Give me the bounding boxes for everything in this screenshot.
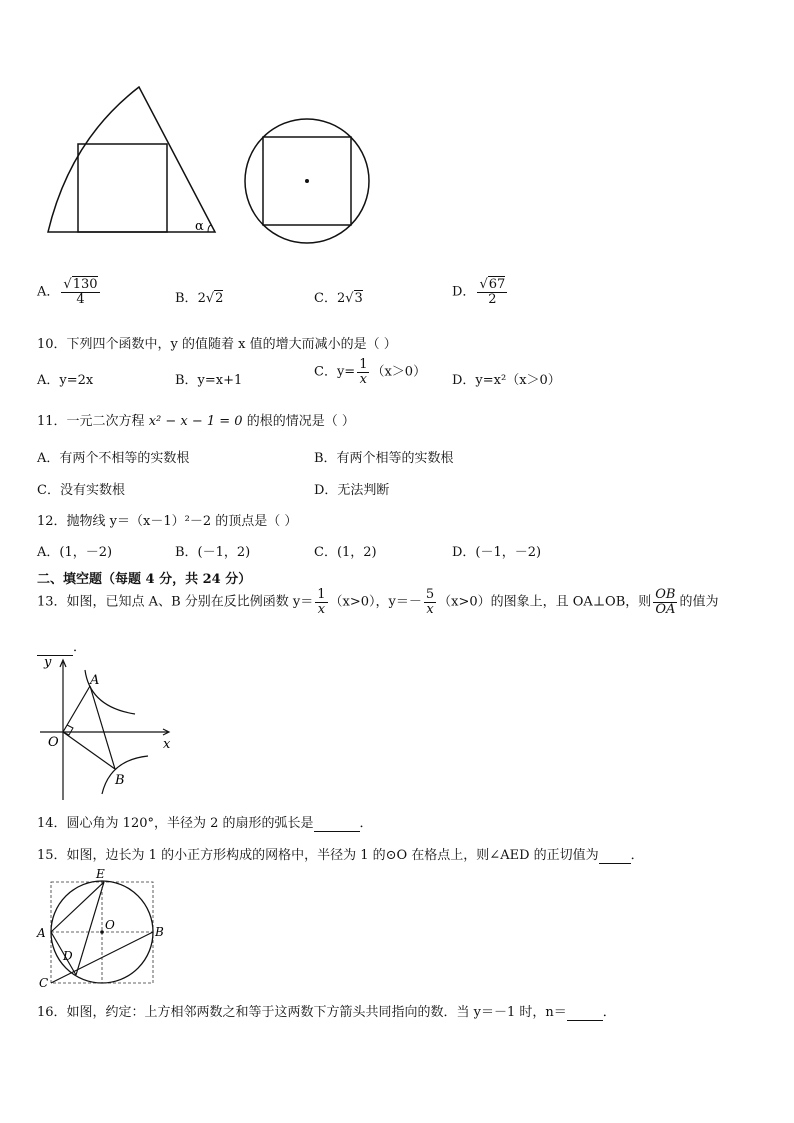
q16-stem bbox=[37, 1001, 616, 1021]
fraction-denominator: x bbox=[317, 601, 326, 617]
option-text: （x＞0） bbox=[371, 364, 427, 380]
equation: x² − x − 1 = 0 bbox=[148, 414, 243, 429]
fraction-denominator: 4 bbox=[76, 291, 85, 307]
label-b: B bbox=[115, 773, 125, 788]
q13-figure bbox=[30, 652, 180, 802]
q9-option-d bbox=[452, 278, 509, 306]
q12-option-c: C．(1，2) bbox=[314, 545, 377, 560]
fraction: $\frac{√130}{4}$ bbox=[63, 277, 98, 307]
q11-option-a: A．有两个不相等的实数根 bbox=[37, 451, 190, 466]
sector-shape bbox=[48, 87, 215, 232]
stem-text: 的根的情况是（ ） bbox=[246, 414, 355, 429]
fraction-numerator: 5 bbox=[425, 587, 435, 602]
radicand: 2 bbox=[215, 291, 224, 306]
circle-center-dot bbox=[305, 179, 309, 183]
stem-text: （x>0），y＝－ bbox=[329, 594, 422, 610]
label-a: A bbox=[90, 673, 100, 688]
q9-option-a bbox=[37, 278, 102, 306]
fraction-numerator: 1 bbox=[317, 587, 326, 602]
stem-text: 13．如图，已知点 A、B 分别在反比例函数 y＝ bbox=[37, 594, 314, 610]
curve-b bbox=[102, 756, 148, 794]
q15-stem bbox=[37, 844, 644, 864]
fraction bbox=[653, 588, 677, 616]
q13-stem bbox=[37, 588, 719, 616]
q10-option-a: A．y=2x bbox=[37, 373, 94, 388]
q15-figure bbox=[34, 866, 174, 992]
q9-option-b: B．2√2 bbox=[175, 291, 224, 306]
stem-text: ． bbox=[602, 1005, 616, 1020]
option-letter: A． bbox=[37, 284, 60, 300]
option-letter: C． bbox=[314, 291, 337, 306]
label-x: x bbox=[163, 737, 171, 752]
option-letter: B． bbox=[175, 291, 198, 306]
fraction-numerator: 130 bbox=[72, 277, 98, 292]
fraction-denominator: 2 bbox=[488, 291, 497, 307]
answer-blank bbox=[314, 816, 360, 832]
q12-option-d: D．(－1，－2) bbox=[452, 545, 542, 560]
option-text: C．y= bbox=[314, 364, 356, 380]
segment-ab bbox=[90, 686, 115, 769]
label-e: E bbox=[96, 867, 105, 881]
answer-blank bbox=[567, 1005, 603, 1021]
option-letter: D． bbox=[452, 284, 476, 300]
label-a: A bbox=[37, 926, 46, 940]
q10-option-d: D．y=x²（x＞0） bbox=[452, 373, 561, 388]
q12-option-b: B．(－1，2) bbox=[175, 545, 251, 560]
coefficient: 2 bbox=[336, 291, 346, 306]
segment-ob bbox=[63, 732, 115, 769]
fraction-numerator: 67 bbox=[488, 277, 506, 292]
answer-blank bbox=[599, 848, 631, 864]
fraction-denominator: x bbox=[359, 371, 367, 387]
fraction bbox=[357, 358, 369, 386]
label-y: y bbox=[44, 655, 52, 670]
fraction-denominator: x bbox=[426, 601, 434, 617]
stem-text: ． bbox=[630, 848, 644, 863]
stem-text: 11．一元二次方程 bbox=[37, 414, 145, 429]
q11-option-d: D．无法判断 bbox=[314, 483, 390, 498]
q9-figure bbox=[30, 80, 390, 250]
label-c: C bbox=[39, 976, 49, 990]
q14-stem bbox=[37, 812, 373, 832]
coefficient: 2 bbox=[197, 291, 206, 306]
center-dot bbox=[100, 930, 104, 934]
fraction bbox=[424, 588, 436, 616]
stem-text: ． bbox=[359, 816, 373, 831]
q11-stem bbox=[37, 410, 355, 429]
label-b: B bbox=[155, 925, 164, 939]
stem-text: ． bbox=[73, 640, 87, 655]
stem-text: 14．圆心角为 120°，半径为 2 的扇形的弧长是 bbox=[37, 816, 314, 831]
angle-mark bbox=[208, 225, 211, 232]
label-d: D bbox=[63, 949, 73, 963]
stem-text: 的值为 bbox=[679, 594, 719, 610]
stem-text: 15．如图，边长为 1 的小正方形构成的网格中，半径为 1 的⊙O 在格点上，则∠AED 的正切值为 bbox=[37, 848, 599, 863]
label-o: O bbox=[105, 918, 115, 932]
label-o: O bbox=[48, 735, 59, 750]
fraction bbox=[315, 588, 327, 616]
q9-option-c: C．2√3 bbox=[314, 291, 363, 306]
fraction: $\frac{√67}{2}$ bbox=[479, 277, 506, 307]
q11-option-b: B．有两个相等的实数根 bbox=[314, 451, 454, 466]
fraction-denominator: OA bbox=[655, 601, 676, 617]
q12-stem: 12．抛物线 y＝（x－1）²－2 的顶点是（ ） bbox=[37, 514, 298, 529]
q12-option-a: A．(1，－2) bbox=[37, 545, 113, 560]
q10-stem: 10．下列四个函数中，y 的值随着 x 值的增大而减小的是（ ） bbox=[37, 337, 397, 352]
sector-inner-square bbox=[78, 144, 167, 232]
alpha-label: α bbox=[195, 219, 204, 234]
fraction-numerator: OB bbox=[655, 587, 676, 602]
section-title: 二、填空题（每题 4 分，共 24 分） bbox=[37, 572, 252, 587]
q10-option-b: B．y=x+1 bbox=[175, 373, 243, 388]
q11-option-c: C．没有实数根 bbox=[37, 483, 125, 498]
fraction-numerator: 1 bbox=[359, 357, 368, 372]
stem-text: （x>0）的图象上，且 OA⊥OB，则 bbox=[438, 594, 652, 610]
q10-option-c bbox=[314, 358, 426, 386]
stem-text: 16．如图，约定：上方相邻两数之和等于这两数下方箭头共同指向的数．当 y＝－1 时，n＝ bbox=[37, 1005, 567, 1020]
radicand: 3 bbox=[354, 291, 363, 306]
